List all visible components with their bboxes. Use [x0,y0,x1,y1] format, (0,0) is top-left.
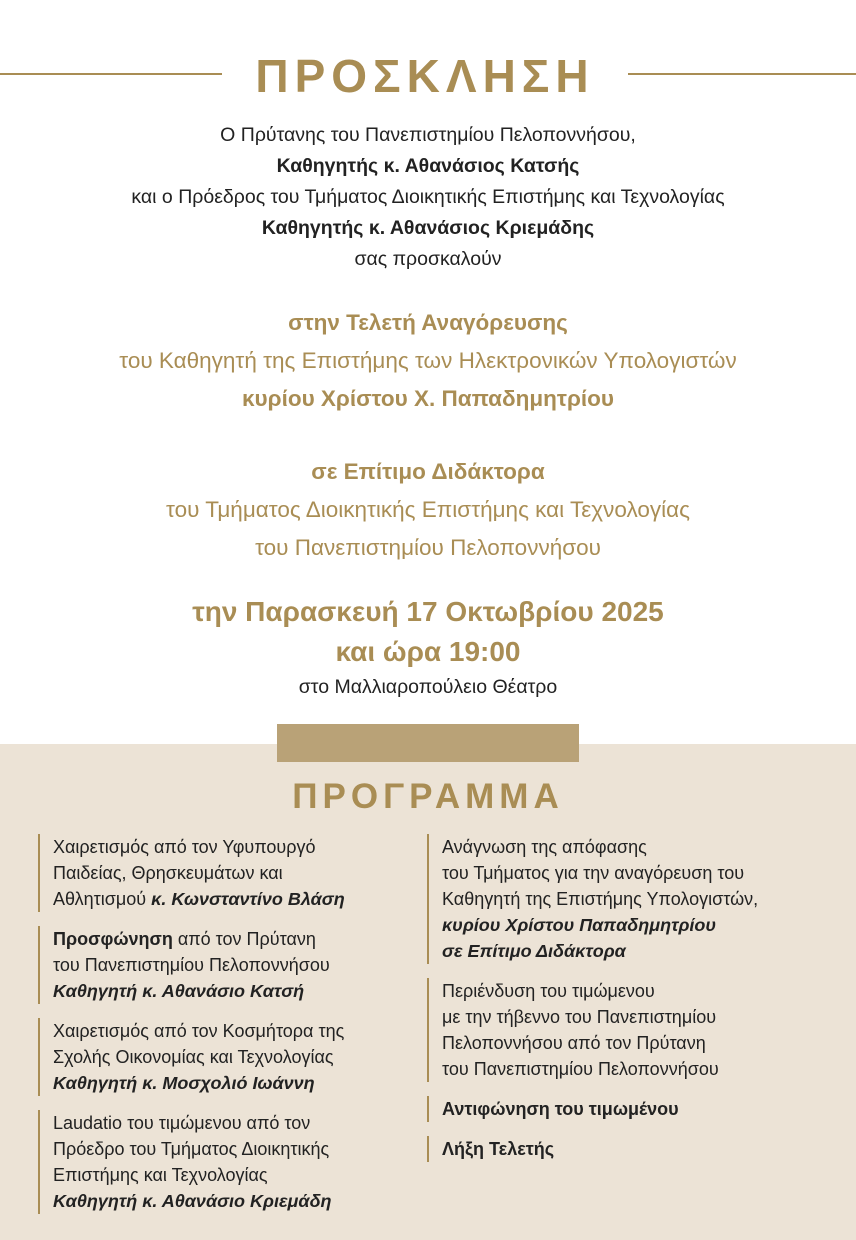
program-column-left [38,834,408,1228]
program-column-right [427,834,827,1176]
program-item: Λήξη Τελετής [427,1136,827,1162]
title-divider-left [0,73,222,75]
event-time: και ώρα 19:00 [335,636,521,667]
program-item: Χαιρετισμός από τον Κοσμήτορα της Σχολής Οικονομίας και Τεχνολογίας Καθηγητή κ. Μοσχολιό Ιωάννη [38,1018,408,1096]
title-divider-right [628,73,856,75]
program-item: Χαιρετισμός από τον Υφυπουργό Παιδείας, Θρησκευμάτων και Αθλητισμού κ. Κωνσταντίνο Βλάση [38,834,408,912]
ceremony-block [0,304,856,418]
event-date: την Παρασκευή 17 Οκτωβρίου 2025 [192,596,664,627]
honoree-name: κυρίου Χρίστου Παπαδημητρίου [442,915,716,935]
event-venue: στο Μαλλιαροπούλειο Θέατρο [298,676,558,698]
ceremony-heading: στην Τελετή Αναγόρευσης [288,310,568,335]
event-details [0,592,856,702]
ceremony-honoree-name: κυρίου Χρίστου Χ. Παπαδημητρίου [242,386,614,411]
program-item: Laudatio του τιμώμενου από τον Πρόεδρο του Τμήματος Διοικητικής Επιστήμης και Τεχνολογίας Καθηγητή κ. Αθανάσιο Κριεμάδη [38,1110,408,1214]
intro-invite: σας προσκαλούν [354,248,502,270]
intro-rector-name: Καθηγητής κ. Αθανάσιος Κατσής [276,155,580,177]
speaker-name: κ. Κωνσταντίνο Βλάση [151,889,345,909]
title-row [0,44,856,108]
program-title: ΠΡΟΓΡΑΜΜΑ [292,777,564,816]
intro-line-rector: Ο Πρύτανης του Πανεπιστημίου Πελοποννήσου, [220,124,636,146]
intro-line-president: και ο Πρόεδρος του Τμήματος Διοικητικής Επιστήμης και Τεχνολογίας [131,186,725,208]
program-item: Αντιφώνηση του τιμωμένου [427,1096,827,1122]
intro-president-name: Καθηγητής κ. Αθανάσιος Κριεμάδης [261,217,595,239]
honoree-degree: σε Επίτιμο Διδάκτορα [442,941,626,961]
program-item: Περιένδυση του τιμώμενου με την τήβεννο του Πανεπιστημίου Πελοποννήσου από τον Πρύτανη του Πανεπιστημίου Πελοποννήσου [427,978,827,1082]
ceremony-honoree-title: του Καθηγητή της Επιστήμης των Ηλεκτρονικών Υπολογιστών [119,348,737,373]
speaker-name: Καθηγητή κ. Μοσχολιό Ιωάννη [53,1073,315,1093]
speaker-name: Καθηγητή κ. Αθανάσιο Κριεμάδη [53,1191,332,1211]
page-title: ΠΡΟΣΚΛΗΣΗ [255,50,595,102]
degree-heading: σε Επίτιμο Διδάκτορα [311,459,545,484]
degree-department: του Τμήματος Διοικητικής Επιστήμης και Τεχνολογίας [166,497,690,522]
degree-university: του Πανεπιστημίου Πελοποννήσου [255,535,601,560]
program-item: Ανάγνωση της απόφασης του Τμήματος για την αναγόρευση του Καθηγητή της Επιστήμης Υπολογιστών, κυρίου Χρίστου Παπαδημητρίου σε Επίτιμο Διδάκτορα [427,834,827,964]
program-item: Προσφώνηση από τον Πρύτανη του Πανεπιστημίου Πελοποννήσου Καθηγητή κ. Αθανάσιο Κατσή [38,926,408,1004]
intro-block [0,120,856,275]
program-header-bar [277,724,579,762]
degree-block [0,453,856,567]
speaker-name: Καθηγητή κ. Αθανάσιο Κατσή [53,981,305,1001]
